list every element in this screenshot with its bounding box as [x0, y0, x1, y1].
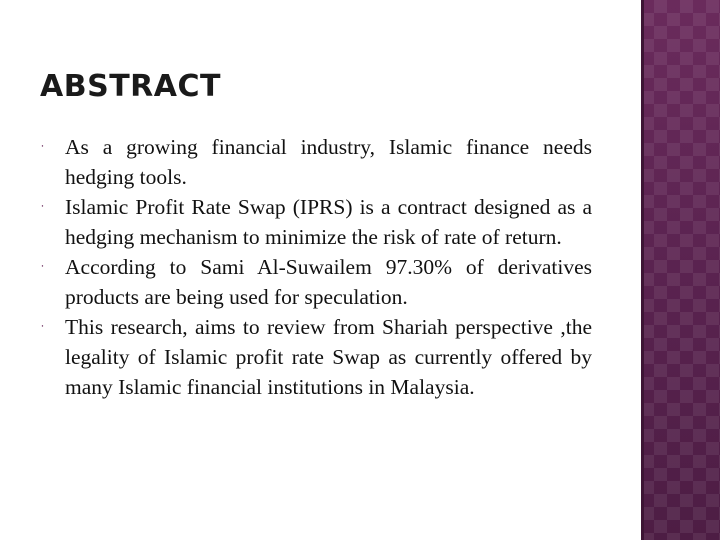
side-panel-edge: [641, 0, 644, 540]
bullet-text: This research, aims to review from Shariah perspective ,the legality of Islamic profit rate Swap as currently offered by many Islamic financial institutions in Malaysia.: [65, 315, 592, 399]
bullet-list: [40, 132, 592, 402]
bullet-text: As a growing financial industry, Islamic finance needs hedging tools.: [65, 135, 592, 189]
bullet-marker-icon: ⸱: [41, 141, 44, 153]
bullet-item: [40, 132, 592, 192]
bullet-text: Islamic Profit Rate Swap (IPRS) is a contract designed as a hedging mechanism to minimize the risk of rate of return.: [65, 195, 592, 249]
panel-divider: [638, 0, 640, 540]
bullet-item: [40, 192, 592, 252]
bullet-marker-icon: ⸱: [41, 201, 44, 213]
decorative-side-panel: [641, 0, 720, 540]
slide-title: ABSTRACT: [40, 69, 221, 104]
bullet-marker-icon: ⸱: [41, 261, 44, 273]
bullet-marker-icon: ⸱: [41, 321, 44, 333]
bullet-item: [40, 312, 592, 402]
bullet-item: [40, 252, 592, 312]
bullet-text: According to Sami Al-Suwailem 97.30% of derivatives products are being used for speculation.: [65, 255, 592, 309]
